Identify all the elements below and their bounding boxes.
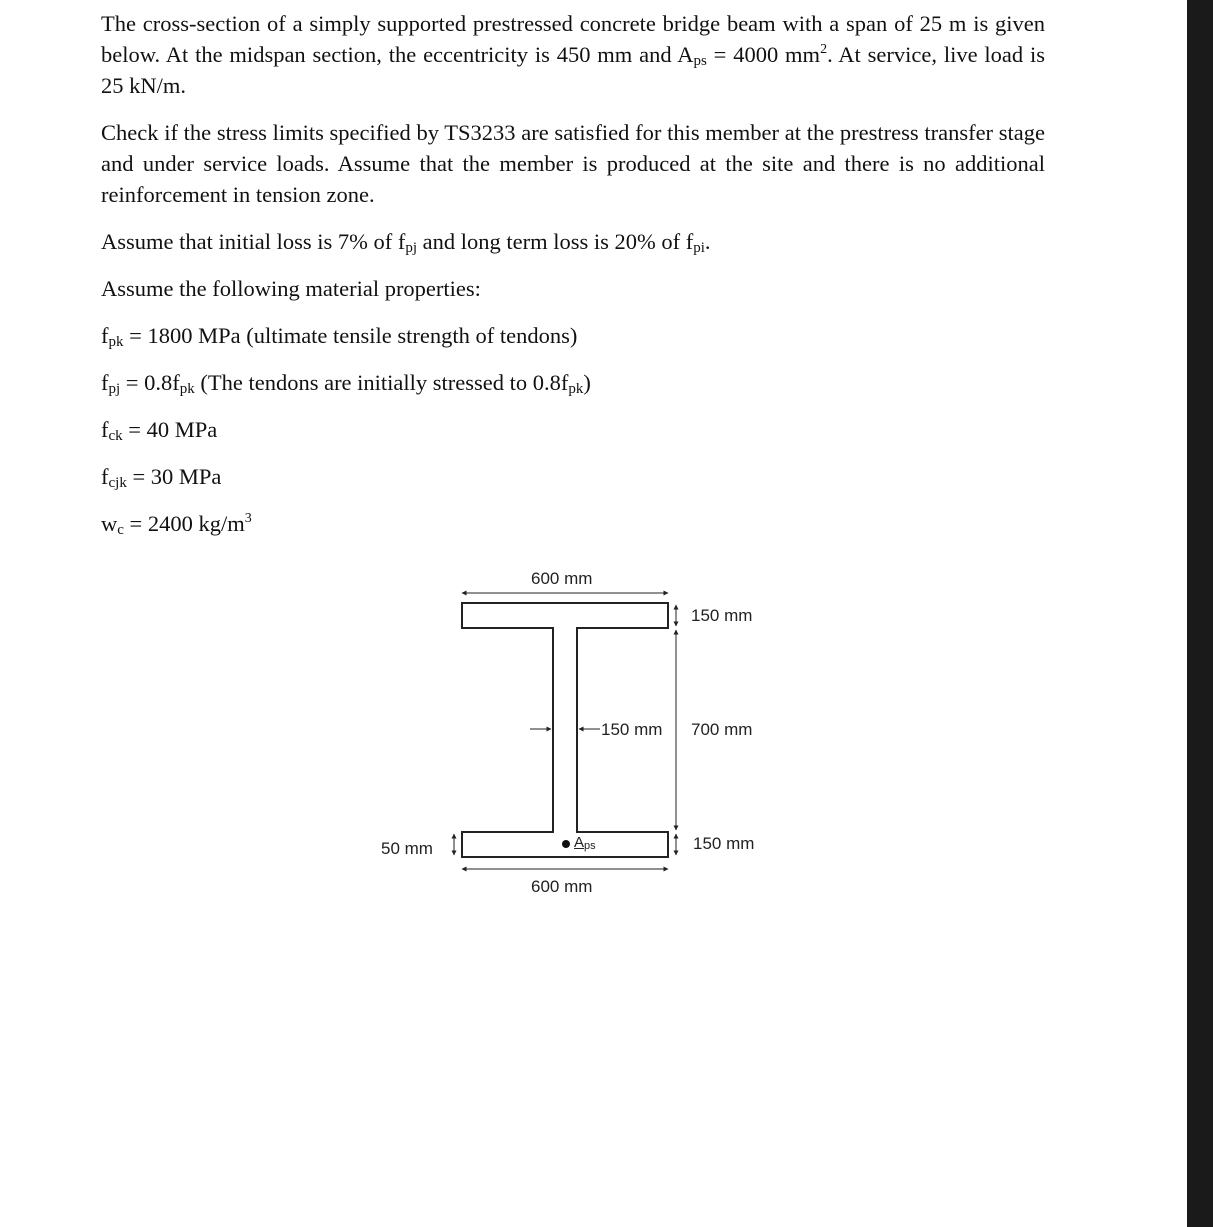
bottom-flange-thickness-label: 150 mm: [693, 834, 755, 853]
property-fpk: $f_{pk} = 1800$ MPa (ultimate tensile strength of tendons): [101, 323, 578, 350]
property-fpj: $f_{pj} = 0.8f_{pk}$ (The tendons are initially stressed to $0.8f_{pk}$): [101, 370, 591, 397]
tendon-dot: [562, 840, 570, 848]
window-edge-bar: [1187, 0, 1213, 1227]
loss-assumption: Assume that initial loss is 7% of $f_{pj}$ and long term loss is 20% of $f_{pi}$.: [101, 229, 711, 256]
bottom-width-label: 600 mm: [531, 877, 593, 896]
problem-document: [101, 8, 1045, 555]
i-beam-cross-section: [370, 560, 790, 905]
property-fck: $f_{ck} = 40$ MPa: [101, 417, 218, 444]
web-height-label: 700 mm: [691, 720, 753, 739]
problem-intro: The cross-section of a simply supported prestressed concrete bridge beam with a span of 25 m is given below. At the midspan section, the eccentricity is 450 mm and $A_{ps} = 4000$ $mm^2$. At service, live load is 25 kN/m.: [101, 11, 1045, 98]
material-heading: Assume the following material properties:: [101, 276, 481, 301]
top-width-label: 600 mm: [531, 569, 593, 588]
property-fcjk: $f_{cjk} = 30$ MPa: [101, 464, 222, 491]
tendon-label: $A_{ps}$: [574, 834, 596, 852]
property-wc: $w_c = 2400$ $kg/m^3$: [101, 511, 252, 538]
tendon-offset-label: 50 mm: [381, 839, 433, 858]
web-width-label: 150 mm: [601, 720, 663, 739]
top-flange-thickness-label: 150 mm: [691, 606, 753, 625]
problem-task: Check if the stress limits specified by TS3233 are satisfied for this member at the prestress transfer stage and under service loads. Assume that the member is produced at the site and there is no additional reinforcement in tension zone.: [101, 120, 1045, 207]
